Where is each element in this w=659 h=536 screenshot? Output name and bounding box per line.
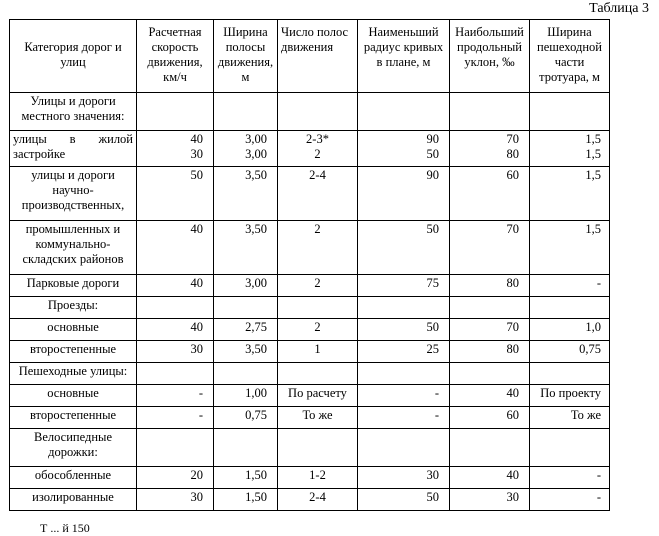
lanes-cell bbox=[278, 93, 358, 131]
lanes-value: 2-3* bbox=[306, 132, 329, 146]
slope-cell bbox=[450, 363, 530, 385]
radius-value: 90 bbox=[426, 132, 439, 146]
category-cell: основные bbox=[10, 385, 137, 407]
lane-width-value-2: 3,00 bbox=[245, 147, 267, 161]
radius-cell bbox=[358, 131, 450, 167]
speed-cell: 40 bbox=[137, 221, 214, 275]
slope-cell: 80 bbox=[450, 341, 530, 363]
lane-width-value: 3,00 bbox=[245, 132, 267, 146]
table-row bbox=[10, 341, 610, 363]
sidewalk-value: 1,5 bbox=[585, 132, 601, 146]
lanes-cell: 2 bbox=[278, 319, 358, 341]
radius-cell: 50 bbox=[358, 221, 450, 275]
speed-cell: 30 bbox=[137, 341, 214, 363]
radius-cell: - bbox=[358, 385, 450, 407]
category-cell: Пешеходные улицы: bbox=[10, 363, 137, 385]
footnote: Т ... й 150 bbox=[40, 521, 90, 535]
lanes-cell: 2-4 bbox=[278, 167, 358, 221]
category-cell: Улицы и дороги местного значения: bbox=[10, 93, 137, 131]
table-row bbox=[10, 167, 610, 221]
radius-cell bbox=[358, 363, 450, 385]
lane-width-cell bbox=[214, 297, 278, 319]
speed-cell bbox=[137, 363, 214, 385]
slope-cell: 40 bbox=[450, 467, 530, 489]
slope-cell bbox=[450, 93, 530, 131]
sidewalk-cell: - bbox=[530, 467, 610, 489]
radius-cell bbox=[358, 93, 450, 131]
table-row bbox=[10, 131, 610, 167]
lane-width-cell: 3,50 bbox=[214, 167, 278, 221]
speed-cell: 40 bbox=[137, 275, 214, 297]
sidewalk-value-2: 1,5 bbox=[585, 147, 601, 161]
lanes-cell bbox=[278, 429, 358, 467]
category-cell: второстепенные bbox=[10, 407, 137, 429]
category-cell: второстепенные bbox=[10, 341, 137, 363]
speed-value: 40 bbox=[190, 132, 203, 146]
header-category: Категория дорог и улиц bbox=[10, 20, 137, 93]
sidewalk-cell: По проекту bbox=[530, 385, 610, 407]
slope-value: 70 bbox=[506, 132, 519, 146]
lanes-cell: То же bbox=[278, 407, 358, 429]
radius-cell: - bbox=[358, 407, 450, 429]
lanes-value-2: 2 bbox=[314, 147, 321, 161]
table-row bbox=[10, 429, 610, 467]
radius-cell bbox=[358, 429, 450, 467]
lanes-cell: По расчету bbox=[278, 385, 358, 407]
lanes-cell: 1-2 bbox=[278, 467, 358, 489]
sidewalk-cell: - bbox=[530, 489, 610, 511]
header-slope: Наибольший продольный уклон, ‰ bbox=[450, 20, 530, 93]
speed-cell: 20 bbox=[137, 467, 214, 489]
slope-cell: 80 bbox=[450, 275, 530, 297]
header-row bbox=[10, 20, 610, 93]
table-row bbox=[10, 363, 610, 385]
slope-cell bbox=[450, 131, 530, 167]
table-row bbox=[10, 93, 610, 131]
slope-cell: 60 bbox=[450, 407, 530, 429]
category-cell: Велосипедные дорожки: bbox=[10, 429, 137, 467]
lane-width-cell: 3,50 bbox=[214, 221, 278, 275]
table-row bbox=[10, 467, 610, 489]
header-lane-width: Ширина полосы движения, м bbox=[214, 20, 278, 93]
lane-width-cell bbox=[214, 131, 278, 167]
table-caption: Таблица 3 bbox=[589, 1, 649, 16]
table-row bbox=[10, 319, 610, 341]
slope-cell bbox=[450, 297, 530, 319]
lane-width-cell: 2,75 bbox=[214, 319, 278, 341]
lane-width-cell bbox=[214, 429, 278, 467]
lane-width-cell: 0,75 bbox=[214, 407, 278, 429]
speed-cell bbox=[137, 297, 214, 319]
header-speed: Расчетная скорость движения, км/ч bbox=[137, 20, 214, 93]
sidewalk-cell: 1,5 bbox=[530, 221, 610, 275]
category-cell: улицы в жилой застройке bbox=[10, 131, 137, 167]
lanes-cell bbox=[278, 297, 358, 319]
sidewalk-cell bbox=[530, 93, 610, 131]
lane-width-cell bbox=[214, 93, 278, 131]
sidewalk-cell: То же bbox=[530, 407, 610, 429]
category-cell: основные bbox=[10, 319, 137, 341]
road-parameters-table bbox=[9, 19, 610, 511]
lane-width-cell: 1,00 bbox=[214, 385, 278, 407]
speed-cell bbox=[137, 131, 214, 167]
slope-cell: 70 bbox=[450, 319, 530, 341]
slope-cell: 30 bbox=[450, 489, 530, 511]
sidewalk-cell: 0,75 bbox=[530, 341, 610, 363]
sidewalk-cell bbox=[530, 131, 610, 167]
radius-cell: 75 bbox=[358, 275, 450, 297]
sidewalk-cell bbox=[530, 429, 610, 467]
lane-width-cell: 3,00 bbox=[214, 275, 278, 297]
lanes-cell bbox=[278, 131, 358, 167]
category-cell: улицы и дороги научно-производственных, bbox=[10, 167, 137, 221]
slope-cell: 70 bbox=[450, 221, 530, 275]
lanes-cell: 2 bbox=[278, 275, 358, 297]
sidewalk-cell: 1,0 bbox=[530, 319, 610, 341]
speed-cell: - bbox=[137, 407, 214, 429]
lanes-cell: 2-4 bbox=[278, 489, 358, 511]
speed-cell: 30 bbox=[137, 489, 214, 511]
category-cell: Проезды: bbox=[10, 297, 137, 319]
header-radius: Наименьший радиус кривых в плане, м bbox=[358, 20, 450, 93]
radius-cell: 90 bbox=[358, 167, 450, 221]
table-row bbox=[10, 221, 610, 275]
category-cell: обособленные bbox=[10, 467, 137, 489]
radius-value-2: 50 bbox=[426, 147, 439, 161]
lanes-cell: 1 bbox=[278, 341, 358, 363]
table-row bbox=[10, 275, 610, 297]
radius-cell: 50 bbox=[358, 489, 450, 511]
speed-cell bbox=[137, 429, 214, 467]
category-cell: промышленных и коммунально-складских районов bbox=[10, 221, 137, 275]
speed-cell: 40 bbox=[137, 319, 214, 341]
lanes-cell bbox=[278, 363, 358, 385]
radius-cell: 30 bbox=[358, 467, 450, 489]
sidewalk-cell bbox=[530, 363, 610, 385]
sidewalk-cell: 1,5 bbox=[530, 167, 610, 221]
slope-cell: 60 bbox=[450, 167, 530, 221]
speed-cell: 50 bbox=[137, 167, 214, 221]
table-row bbox=[10, 489, 610, 511]
lane-width-cell: 1,50 bbox=[214, 467, 278, 489]
speed-value-2: 30 bbox=[190, 147, 203, 161]
radius-cell bbox=[358, 297, 450, 319]
lane-width-cell: 1,50 bbox=[214, 489, 278, 511]
radius-cell: 25 bbox=[358, 341, 450, 363]
header-sidewalk: Ширина пешеходной части тротуара, м bbox=[530, 20, 610, 93]
sidewalk-cell bbox=[530, 297, 610, 319]
slope-cell bbox=[450, 429, 530, 467]
speed-cell bbox=[137, 93, 214, 131]
header-lanes: Число полос движения bbox=[278, 20, 358, 93]
lane-width-cell bbox=[214, 363, 278, 385]
lane-width-cell: 3,50 bbox=[214, 341, 278, 363]
slope-cell: 40 bbox=[450, 385, 530, 407]
speed-cell: - bbox=[137, 385, 214, 407]
lanes-cell: 2 bbox=[278, 221, 358, 275]
table-row bbox=[10, 407, 610, 429]
slope-value-2: 80 bbox=[506, 147, 519, 161]
table-row bbox=[10, 297, 610, 319]
radius-cell: 50 bbox=[358, 319, 450, 341]
category-cell: изолированные bbox=[10, 489, 137, 511]
sidewalk-cell: - bbox=[530, 275, 610, 297]
table-row bbox=[10, 385, 610, 407]
category-cell: Парковые дороги bbox=[10, 275, 137, 297]
